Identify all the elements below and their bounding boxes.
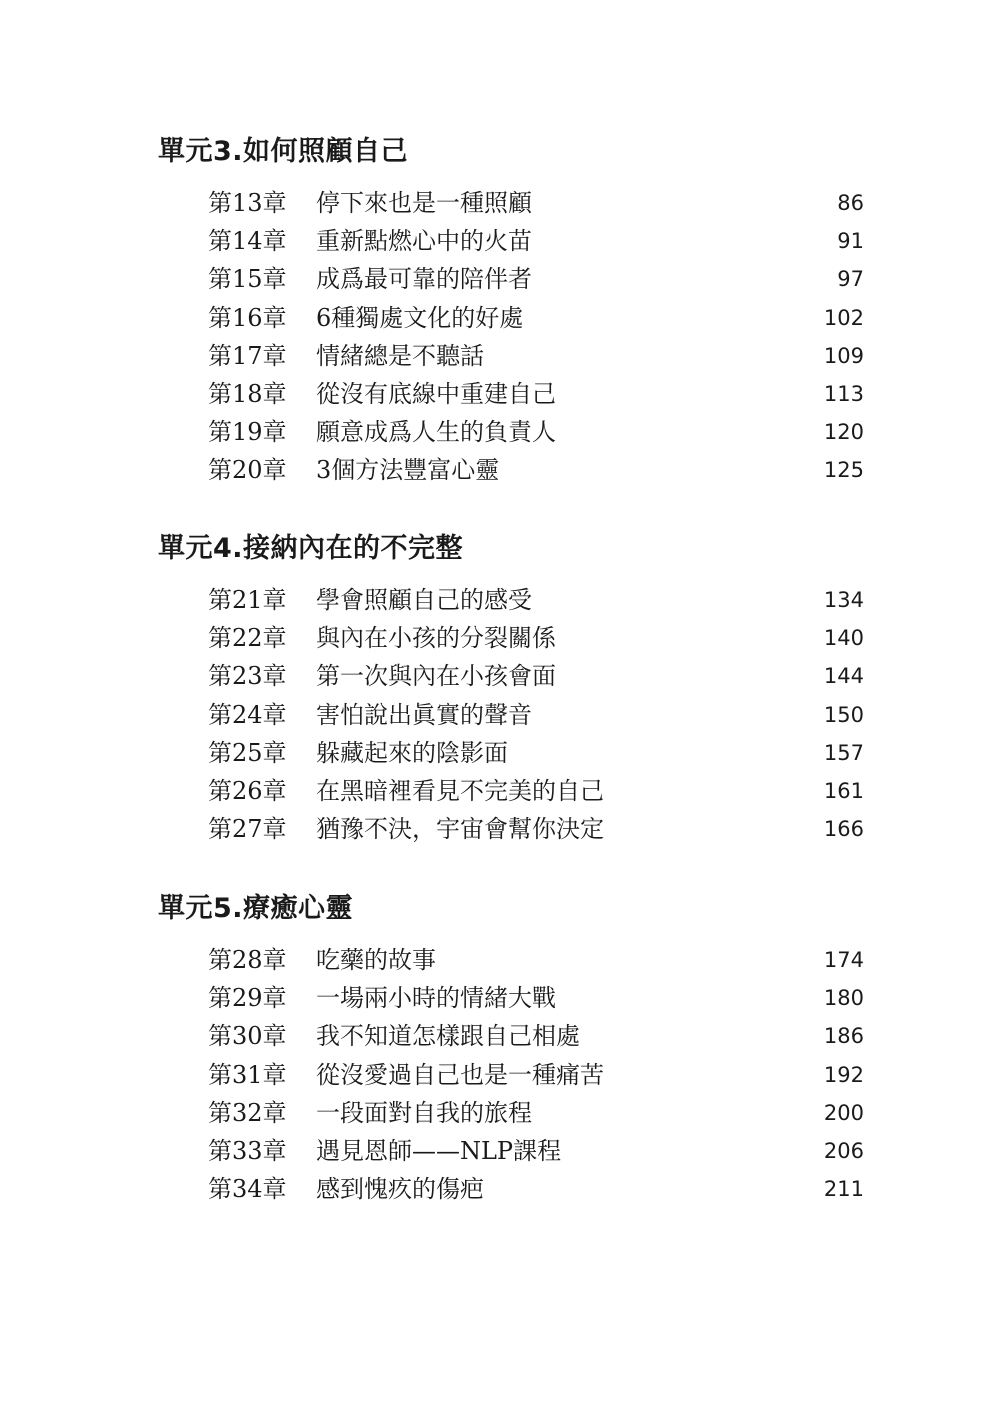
chapter-page-number: 150 xyxy=(823,702,864,727)
chapter-title: 學會照顧自己的感受 xyxy=(316,586,532,614)
chapter-page-number: 200 xyxy=(823,1100,864,1125)
chapter-number: 第27章 xyxy=(208,815,287,844)
chapter-page-number: 140 xyxy=(823,626,864,651)
chapter-entry[interactable] xyxy=(158,222,878,260)
chapter-entry[interactable] xyxy=(158,1170,878,1208)
chapter-entry[interactable] xyxy=(158,1056,878,1094)
unit-title: 單元5.療癒心靈 xyxy=(158,893,354,924)
chapter-number: 第24章 xyxy=(208,700,287,729)
chapter-number: 第16章 xyxy=(208,303,287,332)
chapter-page-number: 174 xyxy=(823,948,864,972)
chapter-title: 重新點燃心中的火苗 xyxy=(316,227,532,256)
chapter-entry[interactable] xyxy=(158,979,878,1017)
chapter-number: 第31章 xyxy=(208,1060,287,1089)
chapter-entry[interactable] xyxy=(158,619,878,657)
chapter-page-number: 102 xyxy=(823,305,864,330)
chapter-entry[interactable] xyxy=(158,657,878,695)
chapter-list xyxy=(158,184,878,490)
chapter-number: 第32章 xyxy=(208,1098,287,1127)
chapter-number: 第25章 xyxy=(208,738,287,767)
chapter-number: 第21章 xyxy=(208,586,287,614)
chapter-title: 吃藥的故事 xyxy=(316,946,436,974)
chapter-page-number: 166 xyxy=(823,817,864,842)
chapter-title: 感到愧疚的傷疤 xyxy=(316,1175,484,1204)
chapter-entry[interactable] xyxy=(158,581,878,619)
chapter-number: 第26章 xyxy=(208,776,287,805)
chapter-number: 第28章 xyxy=(208,946,287,974)
chapter-page-number: 120 xyxy=(823,420,864,445)
chapter-title: 成爲最可靠的陪伴者 xyxy=(316,265,532,294)
chapter-page-number: 157 xyxy=(823,740,864,765)
chapter-entry[interactable] xyxy=(158,696,878,734)
unit-section xyxy=(158,529,878,848)
chapter-entry[interactable] xyxy=(158,1094,878,1132)
chapter-entry[interactable] xyxy=(158,299,878,337)
chapter-page-number: 125 xyxy=(823,458,864,483)
chapter-entry[interactable] xyxy=(158,451,878,489)
chapter-title: 與內在小孩的分裂關係 xyxy=(316,624,556,653)
chapter-title: 第一次與內在小孩會面 xyxy=(316,662,556,691)
unit-title: 單元4.接納內在的不完整 xyxy=(158,533,464,564)
chapter-entry[interactable] xyxy=(158,734,878,772)
chapter-page-number: 134 xyxy=(823,588,864,612)
chapter-page-number: 161 xyxy=(823,778,864,803)
chapter-entry[interactable] xyxy=(158,1132,878,1170)
chapter-title: 在黑暗裡看見不完美的自己 xyxy=(316,776,604,805)
chapter-number: 第33章 xyxy=(208,1136,287,1165)
chapter-page-number: 186 xyxy=(823,1024,864,1049)
chapter-title: 從沒有底線中重建自己 xyxy=(316,379,556,408)
chapter-number: 第17章 xyxy=(208,341,287,370)
chapter-list xyxy=(158,941,878,1208)
chapter-title: 一段面對自我的旅程 xyxy=(316,1098,532,1127)
chapter-page-number: 91 xyxy=(837,229,864,254)
chapter-page-number: 206 xyxy=(823,1138,864,1163)
chapter-title: 停下來也是一種照顧 xyxy=(316,189,532,217)
chapter-entry[interactable] xyxy=(158,1017,878,1055)
chapter-number: 第30章 xyxy=(208,1022,287,1051)
chapter-number: 第19章 xyxy=(208,418,287,447)
chapter-title: 我不知道怎樣跟自己相處 xyxy=(316,1022,580,1051)
chapter-title: 害怕說出眞實的聲音 xyxy=(316,700,532,729)
chapter-title: 遇見恩師——NLP課程 xyxy=(316,1136,562,1165)
chapter-number: 第18章 xyxy=(208,379,287,408)
chapter-entry[interactable] xyxy=(158,413,878,451)
chapter-number: 第29章 xyxy=(208,984,287,1013)
chapter-number: 第22章 xyxy=(208,624,287,653)
chapter-entry[interactable] xyxy=(158,810,878,848)
chapter-title: 情緒總是不聽話 xyxy=(316,341,484,370)
chapter-number: 第13章 xyxy=(208,189,287,217)
chapter-page-number: 86 xyxy=(837,191,864,215)
chapter-entry[interactable] xyxy=(158,375,878,413)
chapter-title: 從沒愛過自己也是一種痛苦 xyxy=(316,1060,604,1089)
chapter-number: 第15章 xyxy=(208,265,287,294)
chapter-page-number: 211 xyxy=(823,1177,864,1202)
chapter-title: 願意成爲人生的負責人 xyxy=(316,418,556,447)
chapter-entry[interactable] xyxy=(158,260,878,298)
chapter-entry[interactable] xyxy=(158,337,878,375)
chapter-page-number: 109 xyxy=(823,343,864,368)
chapter-title: 躲藏起來的陰影面 xyxy=(316,738,508,767)
chapter-number: 第14章 xyxy=(208,227,287,256)
chapter-title: 猶豫不決，宇宙會幫你決定 xyxy=(316,815,604,844)
unit-section xyxy=(158,889,878,1208)
chapter-list xyxy=(158,581,878,848)
unit-title: 單元3.如何照顧自己 xyxy=(158,136,409,167)
chapter-entry[interactable] xyxy=(158,184,878,222)
unit-section xyxy=(158,132,878,490)
chapter-title: 一場兩小時的情緒大戰 xyxy=(316,984,556,1013)
chapter-entry[interactable] xyxy=(158,941,878,979)
chapter-number: 第23章 xyxy=(208,662,287,691)
chapter-number: 第34章 xyxy=(208,1175,287,1204)
chapter-page-number: 180 xyxy=(823,986,864,1011)
chapter-title: 3個方法豐富心靈 xyxy=(316,456,500,485)
chapter-page-number: 113 xyxy=(823,381,864,406)
chapter-page-number: 144 xyxy=(823,664,864,689)
chapter-page-number: 192 xyxy=(823,1062,864,1087)
chapter-number: 第20章 xyxy=(208,456,287,485)
chapter-title: 6種獨處文化的好處 xyxy=(316,303,524,332)
chapter-entry[interactable] xyxy=(158,772,878,810)
chapter-page-number: 97 xyxy=(837,267,864,292)
